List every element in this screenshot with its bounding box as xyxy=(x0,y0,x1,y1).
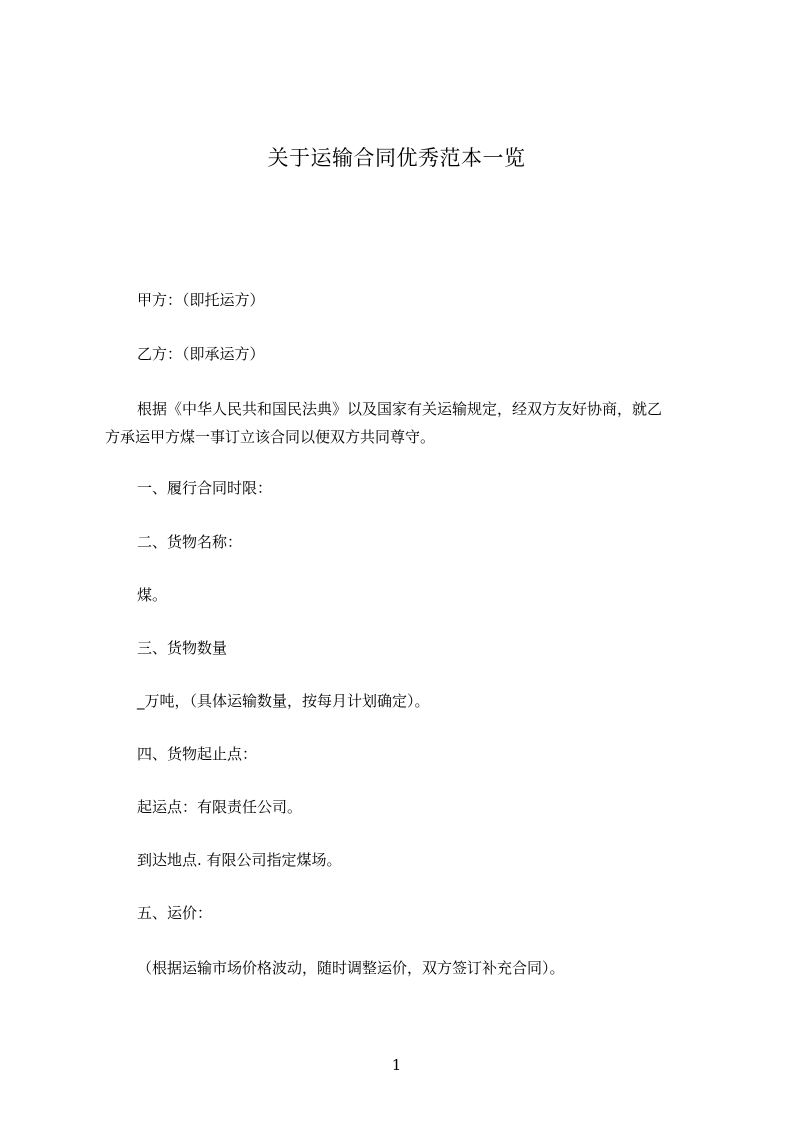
section-1-heading: 一、履行合同时限： xyxy=(137,479,273,497)
section-3-heading: 三、货物数量 xyxy=(137,639,228,657)
section-2-heading: 二、货物名称： xyxy=(137,533,243,551)
party-a-line: 甲方：（即托运方） xyxy=(137,291,265,309)
intro-line-1: 根据《中华人民共和国民法典》以及国家有关运输规定，经双方友好协商，就乙 xyxy=(137,400,663,418)
section-3-content: _万吨，（具体运输数量，按每月计划确定）。 xyxy=(137,692,430,710)
document-title: 关于运输合同优秀范本一览 xyxy=(267,146,526,170)
section-2-content: 煤。 xyxy=(137,586,168,604)
section-5-heading: 五、运价： xyxy=(137,904,213,922)
intro-line-2: 方承运甲方煤一事订立该合同以便双方共同尊守。 xyxy=(105,428,436,446)
section-4-destination: 到达地点. 有限公司指定煤场。 xyxy=(137,851,342,869)
intro-paragraph xyxy=(105,395,715,451)
section-5-content: （根据运输市场价格波动，随时调整运价，双方签订补充合同）。 xyxy=(137,959,565,977)
party-b-line: 乙方：（即承运方） xyxy=(137,345,265,363)
section-4-heading: 四、货物起止点： xyxy=(137,745,258,763)
page-number: 1 xyxy=(391,1056,402,1074)
section-4-origin: 起运点：有限责任公司。 xyxy=(137,798,303,816)
